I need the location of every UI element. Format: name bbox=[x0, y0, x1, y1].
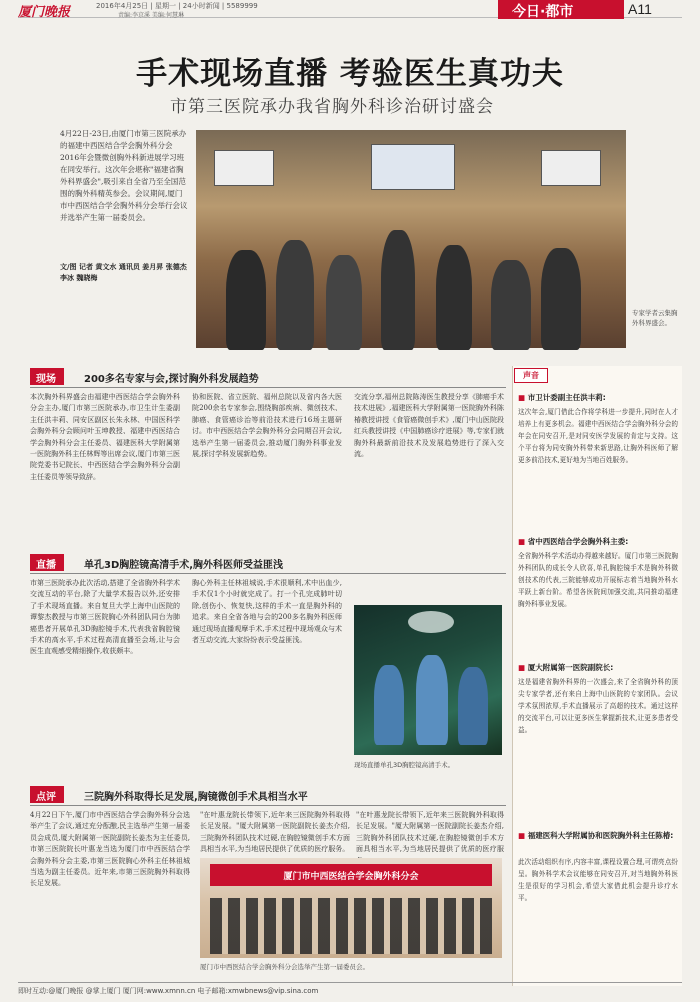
page-footer: 即时互动:@厦门晚报 @掌上厦门 厦门网:www.xmnn.cn 电子邮箱:xmwbnews@vip.sina.com bbox=[18, 982, 682, 998]
sidebar-item-text: 这次年会,厦门借此合作将学科进一步提升,同时在人才培养上有更多机会。福建中西医结合学会胸外科分会的年会在同安召开,是对同安医学发展的肯定与支持。这个平台将为同安胸外科带来新思路,让胸外科医师了解更多前沿技术,更好地为当地百姓服务。 bbox=[518, 408, 678, 464]
sidebar-item-text: 这是福建省胸外科界的一次盛会,来了全省胸外科的顶尖专家学者,还有来自上海中山医院的专家团队。会议学术氛围浓厚,手术直播展示了高超的技术。通过这样的交流平台,可以让更多医生掌握新技术,让更多患者受益。 bbox=[518, 678, 678, 734]
section-tag-review: 点评 bbox=[30, 786, 64, 803]
committee-banner: 厦门市中西医结合学会胸外科分会 bbox=[210, 864, 492, 886]
sidebar-item-title: ■ 省中西医结合学会胸外科主委: bbox=[518, 536, 678, 547]
sidebar-item-title: ■ 厦大附属第一医院副院长: bbox=[518, 662, 678, 673]
section-name: 今日·都市 bbox=[498, 0, 624, 19]
section2-col2: 胸心外科主任林祖城说,手术很顺利,术中出血少,手术仅1个小时就完成了。打一个孔完成肺叶切除,创伤小、恢复快,这样的手术一直是胸外科的追求。来自全省各地与会的200多名胸外科医师通过现场直播观摩手术,手术过程中现场观众与术者互动交流,大家纷纷表示受益匪浅。 bbox=[192, 579, 342, 645]
surgery-photo bbox=[354, 605, 502, 755]
sidebar-item-title: ■ 市卫计委副主任洪丰莉: bbox=[518, 392, 678, 403]
divider bbox=[30, 805, 506, 806]
photo2-caption: 现场直播单孔3D胸腔镜高清手术。 bbox=[354, 761, 455, 769]
photo3-caption: 厦门市中西医结合学会胸外科分会选举产生第一届委员会。 bbox=[200, 963, 369, 971]
issue-info: 2016年4月25日 | 星期一 | 24小时新闻 | 5589999 bbox=[96, 2, 258, 10]
section-title-scene: 200多名专家与会,探讨胸外科发展趋势 bbox=[84, 374, 259, 385]
section-title-review: 三院胸外科取得长足发展,胸镜微创手术具相当水平 bbox=[84, 792, 308, 803]
page-number: A11 bbox=[628, 1, 652, 17]
committee-photo bbox=[200, 858, 502, 958]
article-subhead: 市第三医院承办我省胸外科诊治研讨盛会 bbox=[170, 97, 494, 117]
newspaper-logo: 厦门晚报 bbox=[18, 5, 71, 20]
section3-col2: "在叶惠龙院长带领下,近年来三医院胸外科取得长足发展。"厦大附属第一医院副院长姜杰介绍,三院胸外科团队技术过硬,在胸腔镜微创手术方面具相当水平,为当地居民提供了优质的医疗服务。 bbox=[200, 811, 350, 854]
article-byline: 文/图 记者 黄文水 通讯员 姜月昇 张德杰 李冰 魏晓梅 bbox=[60, 263, 187, 282]
article-lead: 4月22日-23日,由厦门市第三医院承办的福建中西医结合学会胸外科分会2016年会暨微创胸外科新进展学习班在同安举行。这次年会堪称"福建省胸外科界盛会",吸引来自全省乃至全国范围的胸外科精英参会。会议期间,厦门市中西医结合学会胸外科分会举行会议并选举产生第一届委员会。 bbox=[60, 129, 188, 222]
editors-credit: 责编:李京溪 美编:何慧琳 bbox=[118, 12, 184, 19]
section-tag-scene: 现场 bbox=[30, 368, 64, 385]
section2-col1: 市第三医院承办此次活动,搭建了全省胸外科学术交流互动的平台,除了大量学术报告以外,还安排了手术现场直播。来自复旦大学上海中山医院的谭黎杰教授与市第三医院胸心外科团队同台为肺癌患者开展单孔3D胸腔镜手术,代表我省胸腔镜手术的高水平,手术过程高清直播至会场,让与会医生直观感受精细操作,收获颇丰。 bbox=[30, 579, 180, 656]
divider bbox=[30, 573, 506, 574]
sidebar-tag: 声音 bbox=[514, 368, 548, 383]
section1-col1: 本次胸外科界盛会由福建中西医结合学会胸外科分会主办,厦门市第三医院承办,市卫生计生委副主任洪丰莉、同安区副区长朱永林、中国医科学会胸外科分会顾问叶玉坤教授、福建中西医结合学会胸外科分会主任委员、福建医科大学附属第一医院胸外科主任林辉等出席会议,厦门市第三医院党委书记院长、中西医结合学会胸外科分会副主任委员等领导致辞。 bbox=[30, 393, 180, 481]
conference-hall-photo bbox=[196, 130, 626, 348]
divider bbox=[30, 387, 506, 388]
sidebar-item-title: ■ 福建医科大学附属协和医院胸外科主任陈椿: bbox=[518, 830, 678, 841]
section1-col3: 交流分享,福州总院陈涛医生教授分享《肺癌手术技术进展》,福建医科大学附属第一医院胸外科陈椿教授讲授《食管癌微创手术》,厦门中山医院段红兵教授讲授《中国肺癌诊疗进展》等,专家们就胸外科最新前沿技术及发展趋势进行了深入交流。 bbox=[354, 393, 504, 459]
section1-col2: 协和医院、省立医院、福州总院以及省内各大医院200余名专家参会,围绕胸部疾病、微创技术、肺癌、食管癌诊治等前沿技术进行16场主题研讨。市中西医结合学会胸外科分会同期召开会议,选举产生第一届委员会,推动厦门胸外科事业发展,探讨学科发展新趋势。 bbox=[192, 393, 342, 459]
section-tag-live: 直播 bbox=[30, 554, 64, 571]
sidebar-item-text: 此次活动组织有序,内容丰富,课程设置合理,可谓亮点纷呈。胸外科学术会议能够在同安召开,对当地胸外科医生是很好的学习机会,希望大家借此机会提升诊疗水平。 bbox=[518, 858, 678, 902]
section-title-live: 单孔3D胸腔镜高清手术,胸外科医师受益匪浅 bbox=[84, 560, 284, 571]
section3-col1: 4月22日下午,厦门市中西医结合学会胸外科分会选举产生了会议,通过充分酝酿,民主选举产生第一届委员会成员,厦大附属第一医院副院长姜杰为主任委员,市第三医院院长叶惠龙当选为厦门市中西医结合学会胸外科分会主委,市第三医院胸心外科主任林祖城当选为副主任委员。近年来,市第三医院胸外科取得长足发展。 bbox=[30, 811, 190, 888]
photo1-caption: 专家学者云集胸外科界盛会。 bbox=[632, 309, 678, 327]
article-headline: 手术现场直播 考验医生真功夫 bbox=[136, 56, 564, 92]
section3-col3: "在叶惠龙院长带领下,近年来三医院胸外科取得长足发展。"厦大附属第一医院副院长姜杰介绍,三院胸外科团队技术过硬,在胸腔镜微创手术方面具相当水平,为当地居民提供了优质的医疗服 bbox=[356, 811, 504, 854]
sidebar-item-text: 全省胸外科学术活动办得越来越好。厦门市第三医院胸外科团队的成长令人欣喜,单孔胸腔镜手术是胸外科微创技术的代表,三院能够成功开展标志着当地胸外科水平跃上新台阶。希望各医院间加强交流,共同推动福建胸外科事业发展。 bbox=[518, 552, 678, 608]
